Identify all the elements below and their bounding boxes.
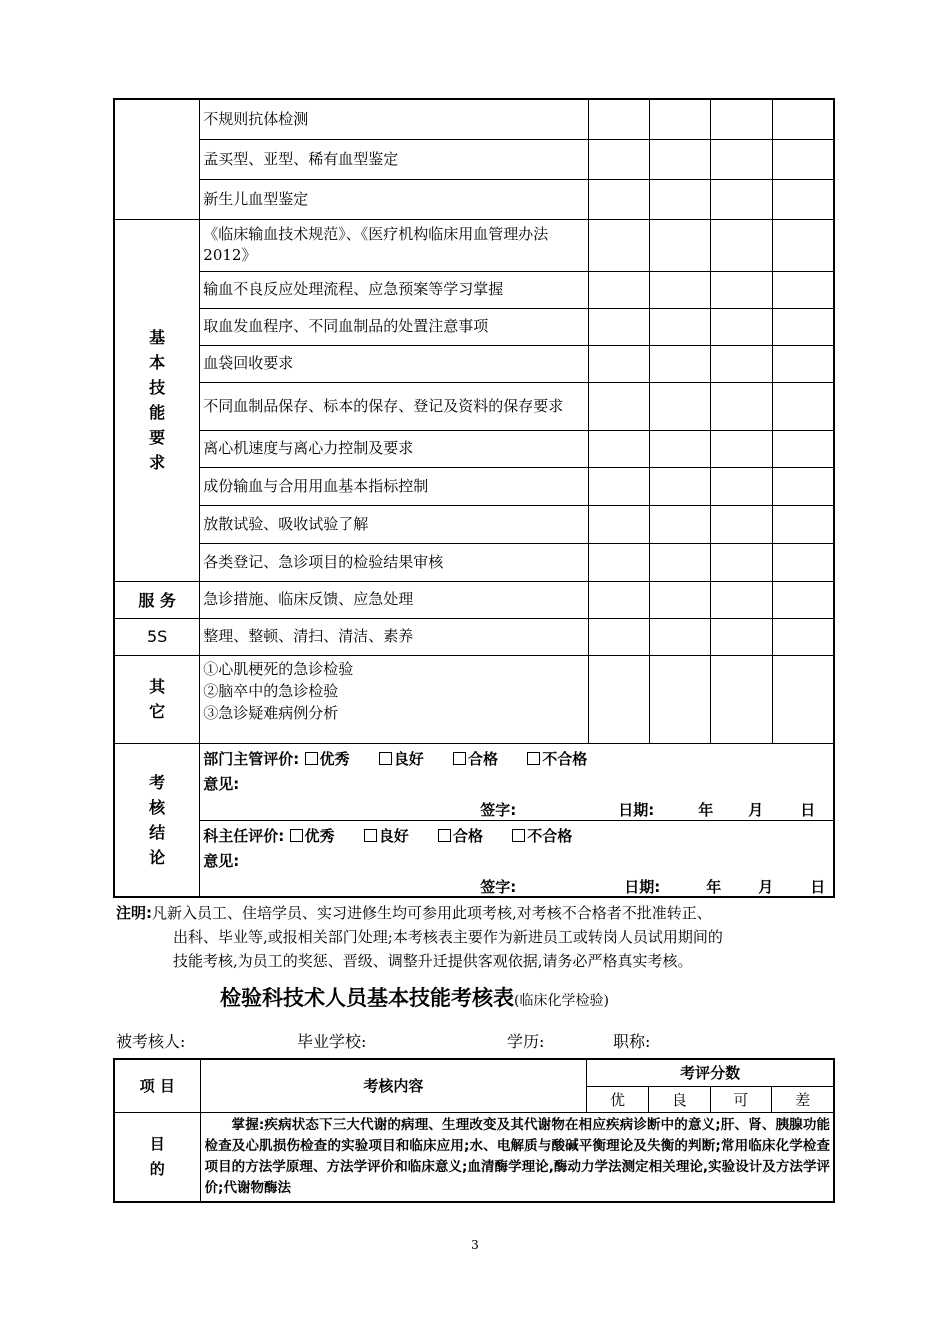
other-line: ①心肌梗死的急诊检验 bbox=[203, 659, 354, 678]
score-cell-poor[interactable] bbox=[772, 308, 834, 345]
year-label: 年 bbox=[706, 877, 722, 896]
score-cell-excellent[interactable] bbox=[588, 219, 649, 271]
director-eval-label: 科主任评价: bbox=[203, 826, 285, 845]
item-cell: 离心机速度与离心力控制及要求 bbox=[200, 430, 588, 467]
score-cell-good[interactable] bbox=[649, 430, 710, 467]
other-line: ②脑卒中的急诊检验 bbox=[203, 681, 339, 700]
category-goal: 目 的 bbox=[114, 1112, 200, 1202]
item-cell: 放散试验、吸收试验了解 bbox=[200, 505, 588, 543]
score-cell-fair[interactable] bbox=[711, 430, 772, 467]
form-title bbox=[220, 982, 609, 1012]
score-cell-excellent[interactable] bbox=[588, 505, 649, 543]
item-cell: 急诊措施、临床反馈、应急处理 bbox=[200, 581, 588, 618]
goal-text: 掌握:疾病状态下三大代谢的病理、生理改变及其代谢物在相应疾病诊断中的意义;肝、肾、胰腺功能检查及心肌损伤检查的实验项目和临床应用;水、电解质与酸碱平衡理论及失衡的判断;常用临床化学检查项目的方法学原理、方法学评价和临床意义;血清酶学理论,酶动力学法测定相关理论,实验设计及方法学评价;代谢物酶法 bbox=[200, 1112, 834, 1202]
score-cell-fair[interactable] bbox=[711, 179, 772, 219]
checkbox-pass[interactable] bbox=[453, 752, 466, 765]
score-cell-excellent[interactable] bbox=[588, 430, 649, 467]
score-cell-good[interactable] bbox=[649, 99, 710, 139]
note-line: 凡新入员工、住培学员、实习进修生均可参用此项考核,对考核不合格者不批准转正、 bbox=[152, 904, 712, 922]
score-cell-poor[interactable] bbox=[772, 382, 834, 430]
examinee-label: 被考核人: bbox=[116, 1032, 186, 1051]
score-cell-poor[interactable] bbox=[772, 581, 834, 618]
grade-poor: 差 bbox=[772, 1086, 834, 1112]
grade-good: 良 bbox=[648, 1086, 710, 1112]
score-cell-good[interactable] bbox=[649, 271, 710, 308]
score-cell-excellent[interactable] bbox=[588, 382, 649, 430]
checkbox-fail[interactable] bbox=[512, 829, 525, 842]
score-cell-fair[interactable] bbox=[711, 139, 772, 179]
score-cell-excellent[interactable] bbox=[588, 543, 649, 581]
score-cell-excellent[interactable] bbox=[588, 99, 649, 139]
score-cell-poor[interactable] bbox=[772, 139, 834, 179]
score-cell-excellent[interactable] bbox=[588, 345, 649, 382]
score-cell-excellent[interactable] bbox=[588, 618, 649, 655]
other-items bbox=[200, 655, 588, 743]
dept-evaluation: 部门主管评价: 优秀 良好 合格 不合格 意见: 签字: 日期: 年 月 日 bbox=[200, 743, 834, 820]
other-line: ③急诊疑难病例分析 bbox=[203, 703, 339, 722]
score-cell-good[interactable] bbox=[649, 581, 710, 618]
score-cell-fair[interactable] bbox=[711, 382, 772, 430]
note-block bbox=[116, 901, 836, 973]
score-cell-good[interactable] bbox=[649, 543, 710, 581]
score-cell-poor[interactable] bbox=[772, 179, 834, 219]
score-cell-poor[interactable] bbox=[772, 345, 834, 382]
category-5s: 5S bbox=[114, 618, 200, 655]
opinion-label: 意见: bbox=[203, 774, 240, 793]
score-cell-excellent[interactable] bbox=[588, 271, 649, 308]
opinion-label: 意见: bbox=[203, 851, 240, 870]
item-cell: 新生儿血型鉴定 bbox=[200, 179, 588, 219]
page-number: 3 bbox=[471, 1238, 479, 1252]
item-cell: 《临床输血技术规范》、《医疗机构临床用血管理办法2012》 bbox=[200, 219, 588, 271]
note-line: 出科、毕业等,或报相关部门处理;本考核表主要作为新进员工或转岗人员试用期间的 bbox=[173, 928, 723, 946]
item-cell: 血袋回收要求 bbox=[200, 345, 588, 382]
chemistry-skills-table bbox=[113, 1058, 835, 1203]
header-score: 考评分数 bbox=[587, 1059, 834, 1086]
category-basic-skills: 基 本 技 能 要 求 bbox=[114, 219, 200, 581]
month-label: 月 bbox=[748, 800, 764, 819]
education-label: 学历: bbox=[507, 1032, 545, 1051]
score-cell-poor[interactable] bbox=[772, 618, 834, 655]
score-cell-good[interactable] bbox=[649, 308, 710, 345]
score-cell-excellent[interactable] bbox=[588, 655, 649, 743]
year-label: 年 bbox=[698, 800, 714, 819]
note-label: 注明: bbox=[116, 904, 152, 922]
score-cell-good[interactable] bbox=[649, 179, 710, 219]
score-cell-excellent[interactable] bbox=[588, 467, 649, 505]
form-title-sub: (临床化学检验) bbox=[514, 993, 609, 1009]
score-cell-fair[interactable] bbox=[711, 505, 772, 543]
score-cell-poor[interactable] bbox=[772, 543, 834, 581]
category-service: 服 务 bbox=[114, 581, 200, 618]
item-cell: 整理、整顿、清扫、清洁、素养 bbox=[200, 618, 588, 655]
score-cell-poor[interactable] bbox=[772, 219, 834, 271]
category-other: 其 它 bbox=[114, 655, 200, 743]
category-conclusion: 考 核 结 论 bbox=[114, 743, 200, 897]
item-cell: 不同血制品保存、标本的保存、登记及资料的保存要求 bbox=[200, 382, 588, 430]
score-cell-fair[interactable] bbox=[711, 543, 772, 581]
score-cell-excellent[interactable] bbox=[588, 139, 649, 179]
item-cell: 孟买型、亚型、稀有血型鉴定 bbox=[200, 139, 588, 179]
checkbox-fail[interactable] bbox=[527, 752, 540, 765]
position-label: 职称: bbox=[613, 1032, 651, 1051]
date-label: 日期: bbox=[624, 877, 661, 896]
item-cell: 不规则抗体检测 bbox=[200, 99, 588, 139]
score-cell-poor[interactable] bbox=[772, 271, 834, 308]
category-cell-empty bbox=[114, 99, 200, 219]
score-cell-fair[interactable] bbox=[711, 271, 772, 308]
score-cell-poor[interactable] bbox=[772, 505, 834, 543]
score-cell-good[interactable] bbox=[649, 345, 710, 382]
note-line: 技能考核,为员工的奖惩、晋级、调整升迁提供客观依据,请务必严格真实考核。 bbox=[173, 952, 693, 970]
dept-eval-label: 部门主管评价: bbox=[203, 749, 300, 768]
skills-table bbox=[113, 98, 835, 898]
score-cell-poor[interactable] bbox=[772, 655, 834, 743]
item-cell: 输血不良反应处理流程、应急预案等学习掌握 bbox=[200, 271, 588, 308]
header-content: 考核内容 bbox=[200, 1059, 587, 1112]
score-cell-excellent[interactable] bbox=[588, 179, 649, 219]
score-cell-fair[interactable] bbox=[711, 581, 772, 618]
score-cell-good[interactable] bbox=[649, 655, 710, 743]
score-cell-good[interactable] bbox=[649, 505, 710, 543]
score-cell-poor[interactable] bbox=[772, 430, 834, 467]
checkbox-excellent[interactable] bbox=[305, 752, 318, 765]
score-cell-excellent[interactable] bbox=[588, 308, 649, 345]
grade-fair: 可 bbox=[710, 1086, 772, 1112]
score-cell-fair[interactable] bbox=[711, 467, 772, 505]
month-label: 月 bbox=[758, 877, 774, 896]
score-cell-poor[interactable] bbox=[772, 99, 834, 139]
day-label: 日 bbox=[800, 800, 816, 819]
school-label: 毕业学校: bbox=[297, 1032, 367, 1051]
checkbox-good[interactable] bbox=[364, 829, 377, 842]
score-cell-good[interactable] bbox=[649, 618, 710, 655]
item-cell: 取血发血程序、不同血制品的处置注意事项 bbox=[200, 308, 588, 345]
score-cell-good[interactable] bbox=[649, 219, 710, 271]
score-cell-excellent[interactable] bbox=[588, 581, 649, 618]
score-cell-fair[interactable] bbox=[711, 345, 772, 382]
form-title-main: 检验科技术人员基本技能考核表 bbox=[220, 986, 514, 1010]
score-cell-fair[interactable] bbox=[711, 99, 772, 139]
score-cell-good[interactable] bbox=[649, 139, 710, 179]
date-label: 日期: bbox=[618, 800, 655, 819]
score-cell-good[interactable] bbox=[649, 382, 710, 430]
score-cell-good[interactable] bbox=[649, 467, 710, 505]
score-cell-fair[interactable] bbox=[711, 219, 772, 271]
item-cell: 各类登记、急诊项目的检验结果审核 bbox=[200, 543, 588, 581]
signature-label: 签字: bbox=[480, 800, 517, 819]
signature-label: 签字: bbox=[480, 877, 517, 896]
director-evaluation: 科主任评价: 优秀 良好 合格 不合格 意见: 签字: 日期: 年 月 日 bbox=[200, 820, 834, 897]
score-cell-fair[interactable] bbox=[711, 308, 772, 345]
score-cell-fair[interactable] bbox=[711, 618, 772, 655]
score-cell-fair[interactable] bbox=[711, 655, 772, 743]
score-cell-poor[interactable] bbox=[772, 467, 834, 505]
checkbox-good[interactable] bbox=[379, 752, 392, 765]
day-label: 日 bbox=[810, 877, 826, 896]
checkbox-pass[interactable] bbox=[438, 829, 451, 842]
grade-excellent: 优 bbox=[587, 1086, 649, 1112]
checkbox-excellent[interactable] bbox=[290, 829, 303, 842]
item-cell: 成份输血与合用用血基本指标控制 bbox=[200, 467, 588, 505]
header-item: 项 目 bbox=[114, 1059, 200, 1112]
